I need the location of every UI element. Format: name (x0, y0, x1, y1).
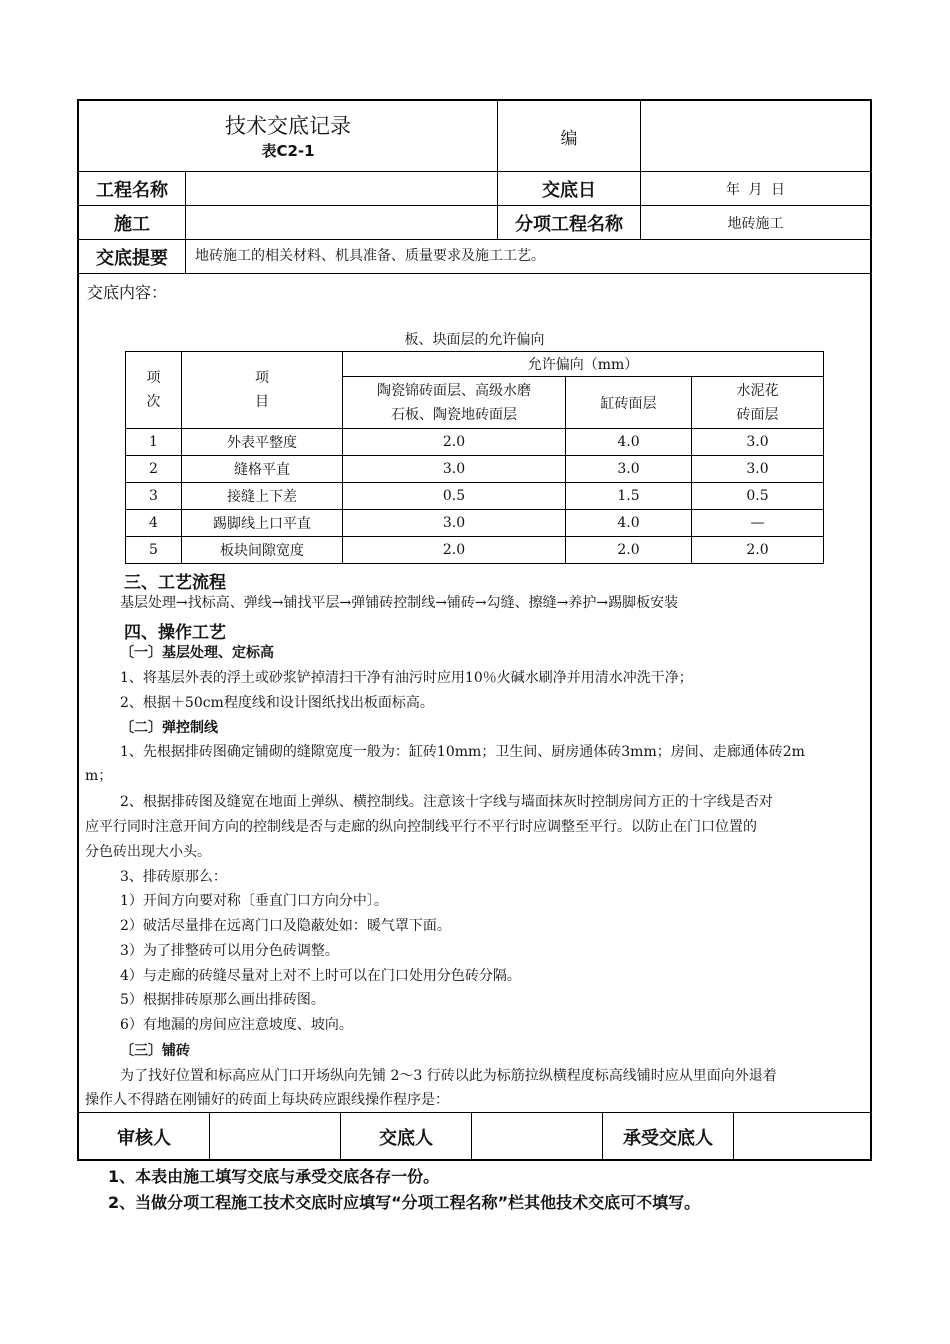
row-item: 踢脚线上口平直 (182, 510, 343, 537)
paragraph: 1、先根据排砖图确定铺砌的缝隙宽度一般为：缸砖10mm；卫生间、厨房通体砖3mm；房间、走廊通体砖2m (120, 744, 805, 760)
paragraph: m； (85, 768, 113, 784)
paragraph: 3、排砖原那么： (120, 869, 227, 885)
col-group-header: 允许偏向（mm） (343, 352, 824, 377)
review-label: 审核人 (117, 1127, 171, 1149)
receiver-signature-field[interactable] (734, 1113, 870, 1160)
list-item: 1）开间方向要对称〔垂直门口方向分中〕。 (120, 893, 388, 909)
paragraph: 分色砖出现大小头。 (85, 844, 211, 860)
row-b: 2.0 (566, 537, 692, 564)
paragraph: 1、将基层外表的浮土或砂浆铲掉清扫干净有油污时应用10％火碱水刷净并用清水冲洗干净； (120, 670, 693, 686)
review-signature-field[interactable] (210, 1113, 340, 1160)
row-item: 外表平整度 (182, 429, 343, 456)
row-a: 3.0 (343, 456, 566, 483)
table-row (126, 429, 824, 456)
subsection-2-title: 〔二〕弹控制线 (120, 720, 218, 736)
form-title: 技术交底记录 (225, 114, 351, 138)
content-label: 交底内容： (87, 283, 168, 302)
bian-label: 编 (560, 128, 578, 149)
row-a: 2.0 (343, 537, 566, 564)
list-item: 4）与走廊的砖缝尽量对上对不上时可以在门口处用分色砖分隔。 (120, 968, 521, 984)
bian-value[interactable] (641, 101, 870, 171)
paragraph: 应平行同时注意开间方向的控制线是否与走廊的纵向控制线平行不平行时应调整至平行。以防止在门口位置的 (85, 819, 757, 835)
row-item: 接缝上下差 (182, 483, 343, 510)
subsection-3-title: 〔三〕铺砖 (120, 1043, 190, 1059)
row-c: 3.0 (692, 429, 824, 456)
list-item: 3）为了排整砖可以用分色砖调整。 (120, 943, 339, 959)
table-caption: 板、块面层的允许偏向 (404, 332, 545, 348)
row-a: 3.0 (343, 510, 566, 537)
row-item: 缝格平直 (182, 456, 343, 483)
construction-label: 施工 (114, 213, 150, 235)
row-b: 1.5 (566, 483, 692, 510)
summary-label: 交底提要 (96, 247, 168, 269)
row-b: 4.0 (566, 429, 692, 456)
subitem-field[interactable]: 地砖施工 (727, 215, 784, 232)
row-no: 4 (126, 510, 182, 537)
row-no: 3 (126, 483, 182, 510)
note-1: 1、本表由施工填写交底与承受交底各存一份。 (108, 1167, 440, 1186)
row-a: 2.0 (343, 429, 566, 456)
subsection-1-title: 〔一〕基层处理、定标高 (120, 645, 274, 661)
form-number: 表C2-1 (261, 142, 315, 160)
table-row (126, 537, 824, 564)
paragraph: 操作人不得踏在刚铺好的砖面上每块砖应跟线操作程序是： (85, 1092, 449, 1108)
row-divider (77, 273, 872, 274)
project-name-label: 工程名称 (96, 179, 168, 201)
deviation-table (125, 351, 824, 564)
paragraph: 为了找好位置和标高应从门口开场纵向先铺 2～3 行砖以此为标筋拉纵横程度标高线铺时应从里面向外退着 (120, 1068, 777, 1084)
row-c: 3.0 (692, 456, 824, 483)
receiver-label: 承受交底人 (623, 1127, 713, 1149)
date-label: 交底日 (542, 179, 596, 201)
col-c-header: 水泥花 砖面层 (692, 377, 824, 429)
list-item: 5）根据排砖原那么画出排砖图。 (120, 992, 325, 1008)
col-item-header: 项 目 (182, 352, 343, 429)
row-no: 1 (126, 429, 182, 456)
row-a: 0.5 (343, 483, 566, 510)
row-b: 3.0 (566, 456, 692, 483)
col-a-header: 陶瓷锦砖面层、高级水磨 石板、陶瓷地砖面层 (343, 377, 566, 429)
subitem-label: 分项工程名称 (515, 213, 623, 235)
col-divider (185, 171, 186, 273)
table-row (126, 483, 824, 510)
table-row (126, 456, 824, 483)
col-index-header: 项 次 (126, 352, 182, 429)
note-2: 2、当做分项工程施工技术交底时应填写“分项工程名称”栏其他技术交底可不填写。 (108, 1193, 701, 1212)
paragraph: 2、根据排砖图及缝宽在地面上弹纵、横控制线。注意该十字线与墙面抹灰时控制房间方正的十字线是否对 (120, 794, 773, 810)
summary-field[interactable]: 地砖施工的相关材料、机具准备、质量要求及施工工艺。 (195, 248, 545, 264)
paragraph: 2、根据＋50cm程度线和设计图纸找出板面标高。 (120, 695, 434, 711)
handover-signature-field[interactable] (472, 1113, 602, 1160)
row-c: 2.0 (692, 537, 824, 564)
row-no: 2 (126, 456, 182, 483)
row-b: 4.0 (566, 510, 692, 537)
section-3-title: 三、工艺流程 (124, 573, 226, 593)
section-4-title: 四、操作工艺 (124, 623, 226, 643)
row-c: — (692, 510, 824, 537)
date-field[interactable]: 年 月 日 (726, 181, 785, 198)
process-flow: 基层处理→找标高、弹线→铺找平层→弹铺砖控制线→铺砖→勾缝、擦缝→养护→踢脚板安装 (120, 595, 679, 611)
row-c: 0.5 (692, 483, 824, 510)
row-item: 板块间隙宽度 (182, 537, 343, 564)
list-item: 2）破活尽量排在远离门口及隐蔽处如：暖气罩下面。 (120, 918, 451, 934)
table-row (126, 510, 824, 537)
construction-field[interactable] (187, 206, 497, 239)
col-b-header: 缸砖面层 (566, 377, 692, 429)
list-item: 6）有地漏的房间应注意坡度、坡向。 (120, 1017, 353, 1033)
handover-label: 交底人 (379, 1127, 433, 1149)
row-no: 5 (126, 537, 182, 564)
project-name-field[interactable] (187, 172, 497, 205)
